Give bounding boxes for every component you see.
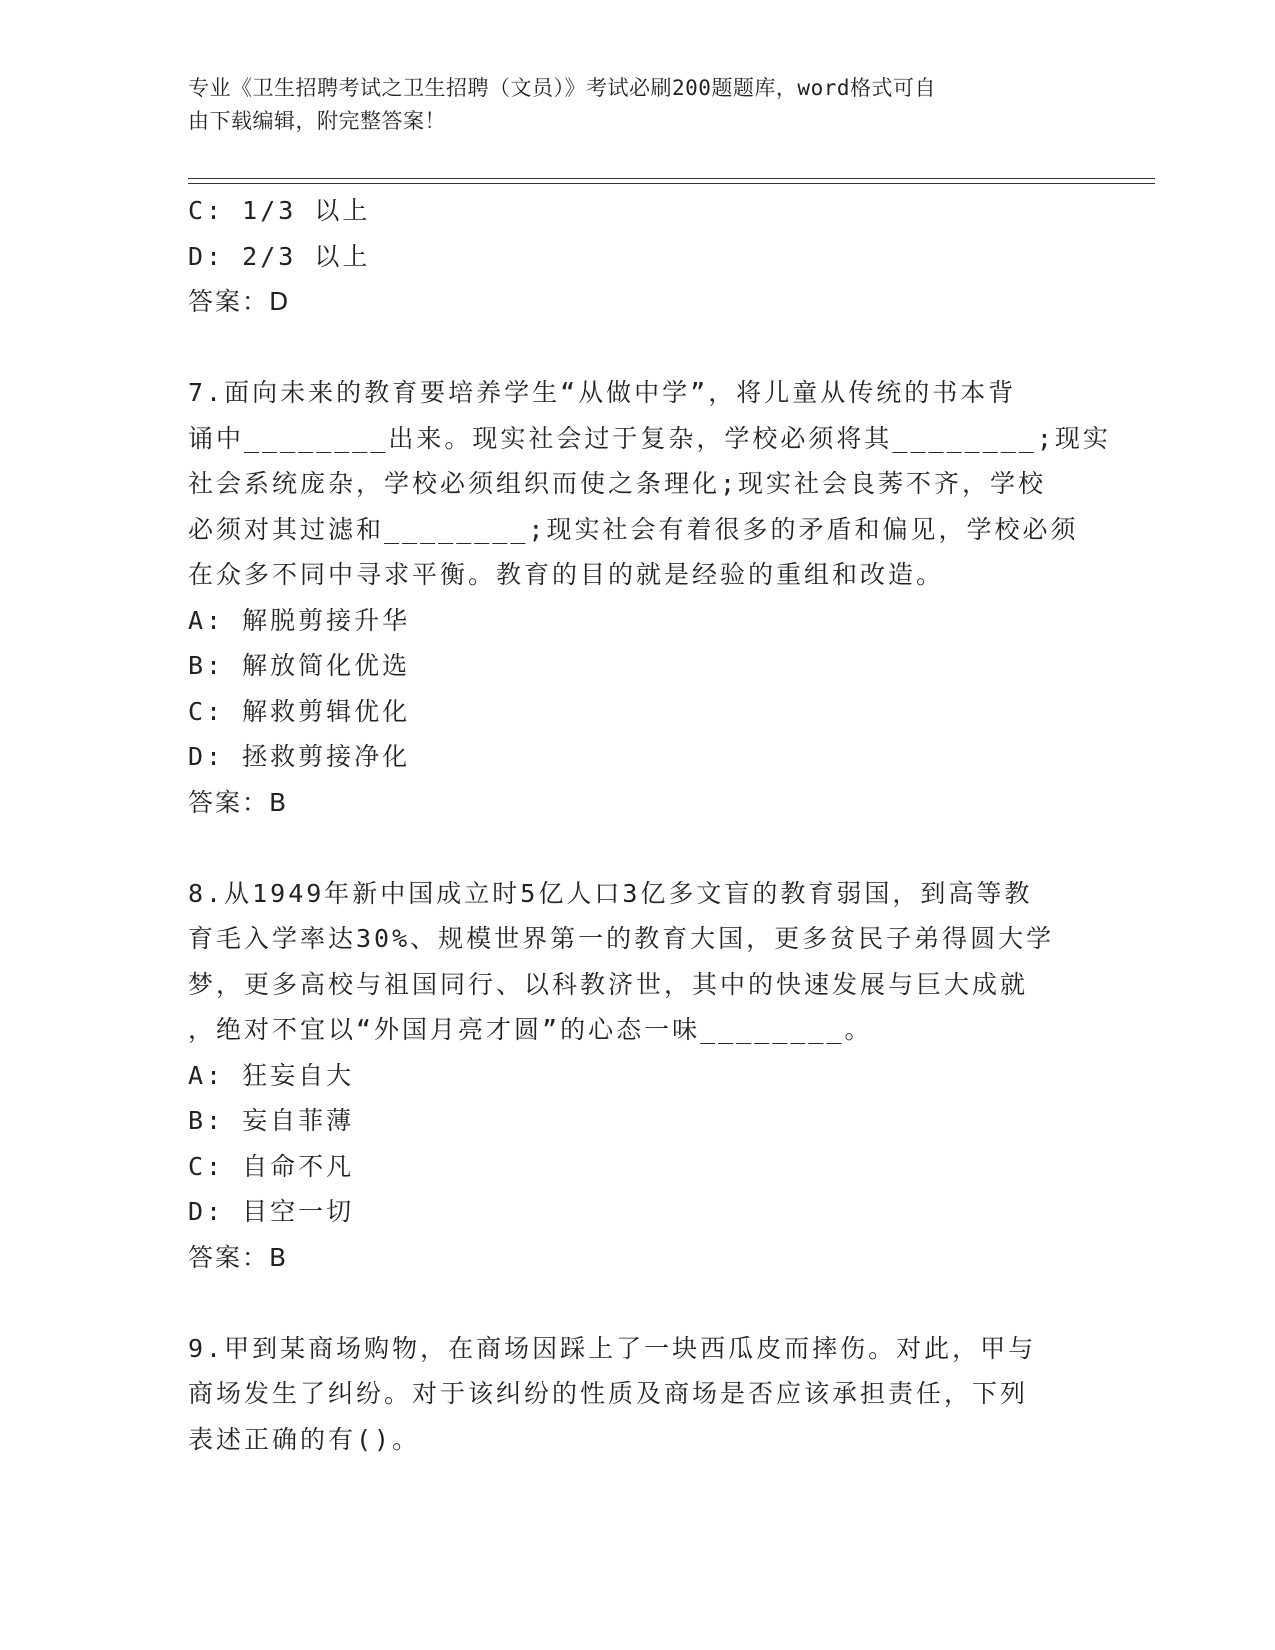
question-stem <box>188 871 1088 1053</box>
stem-line: 社会系统庞杂，学校必须组织而使之条理化;现实社会良莠不齐，学校 <box>188 469 1047 498</box>
answer: 答案：B <box>188 1242 289 1272</box>
spacer <box>188 325 1088 371</box>
option-b: B: 解放简化优选 <box>188 651 411 680</box>
option-a: A: 解脱剪接升华 <box>188 605 411 635</box>
stem-line: 9.甲到某商场购物，在商场因踩上了一块西瓜皮而摔伤。对此，甲与 <box>188 1333 1037 1363</box>
option-d: D: 目空一切 <box>188 1197 355 1226</box>
option-d: D: 拯救剪接净化 <box>188 742 411 771</box>
stem-line: 诵中________出来。现实社会过于复杂，学校必须将其________;现实 <box>188 423 1111 453</box>
header-line-2: 由下载编辑，附完整答案！ <box>188 109 446 133</box>
stem-line: 表述正确的有()。 <box>188 1424 421 1454</box>
spacer <box>188 1280 1088 1326</box>
question-7 <box>188 370 1111 825</box>
option-a: A: 狂妄自大 <box>188 1060 355 1090</box>
stem-line: 育毛入学率达30%、规模世界第一的教育大国，更多贫民子弟得圆大学 <box>188 924 1055 953</box>
option-b: B: 妄自菲薄 <box>188 1106 355 1135</box>
question-8 <box>188 871 1088 1281</box>
stem-line: 在众多不同中寻求平衡。教育的目的就是经验的重组和改造。 <box>188 560 945 589</box>
document-body <box>188 188 1111 1462</box>
stem-line: 7.面向未来的教育要培养学生“从做中学”，将儿童从传统的书本背 <box>188 378 1017 407</box>
stem-line: ，绝对不宜以“外国月亮才圆”的心态一味________。 <box>188 1015 873 1044</box>
header-divider <box>188 178 1155 179</box>
answer: 答案：D <box>188 287 291 316</box>
option-c: C: 1/3 以上 <box>188 196 371 225</box>
question-6-tail <box>188 188 1088 325</box>
option-c: C: 自命不凡 <box>188 1151 355 1181</box>
page-header <box>188 72 1078 138</box>
stem-line: 商场发生了纠纷。对于该纠纷的性质及商场是否应该承担责任，下列 <box>188 1379 1029 1408</box>
header-line-1: 专业《卫生招聘考试之卫生招聘（文员）》考试必刷200题题库，word格式可自 <box>188 76 936 100</box>
question-stem <box>188 1326 1088 1463</box>
spacer <box>188 825 1088 871</box>
option-d: D: 2/3 以上 <box>188 241 371 271</box>
question-9 <box>188 1326 1088 1463</box>
stem-line: 梦，更多高校与祖国同行、以科教济世，其中的快速发展与巨大成就 <box>188 969 1029 999</box>
stem-line: 必须对其过滤和________;现实社会有着很多的矛盾和偏见，学校必须 <box>188 514 1079 544</box>
stem-line: 8.从1949年新中国成立时5亿人口3亿多文盲的教育弱国，到高等教 <box>188 878 1033 908</box>
answer: 答案：B <box>188 787 289 817</box>
question-stem <box>188 370 1111 598</box>
option-c: C: 解救剪辑优化 <box>188 696 411 726</box>
header-divider-second <box>188 183 1155 184</box>
